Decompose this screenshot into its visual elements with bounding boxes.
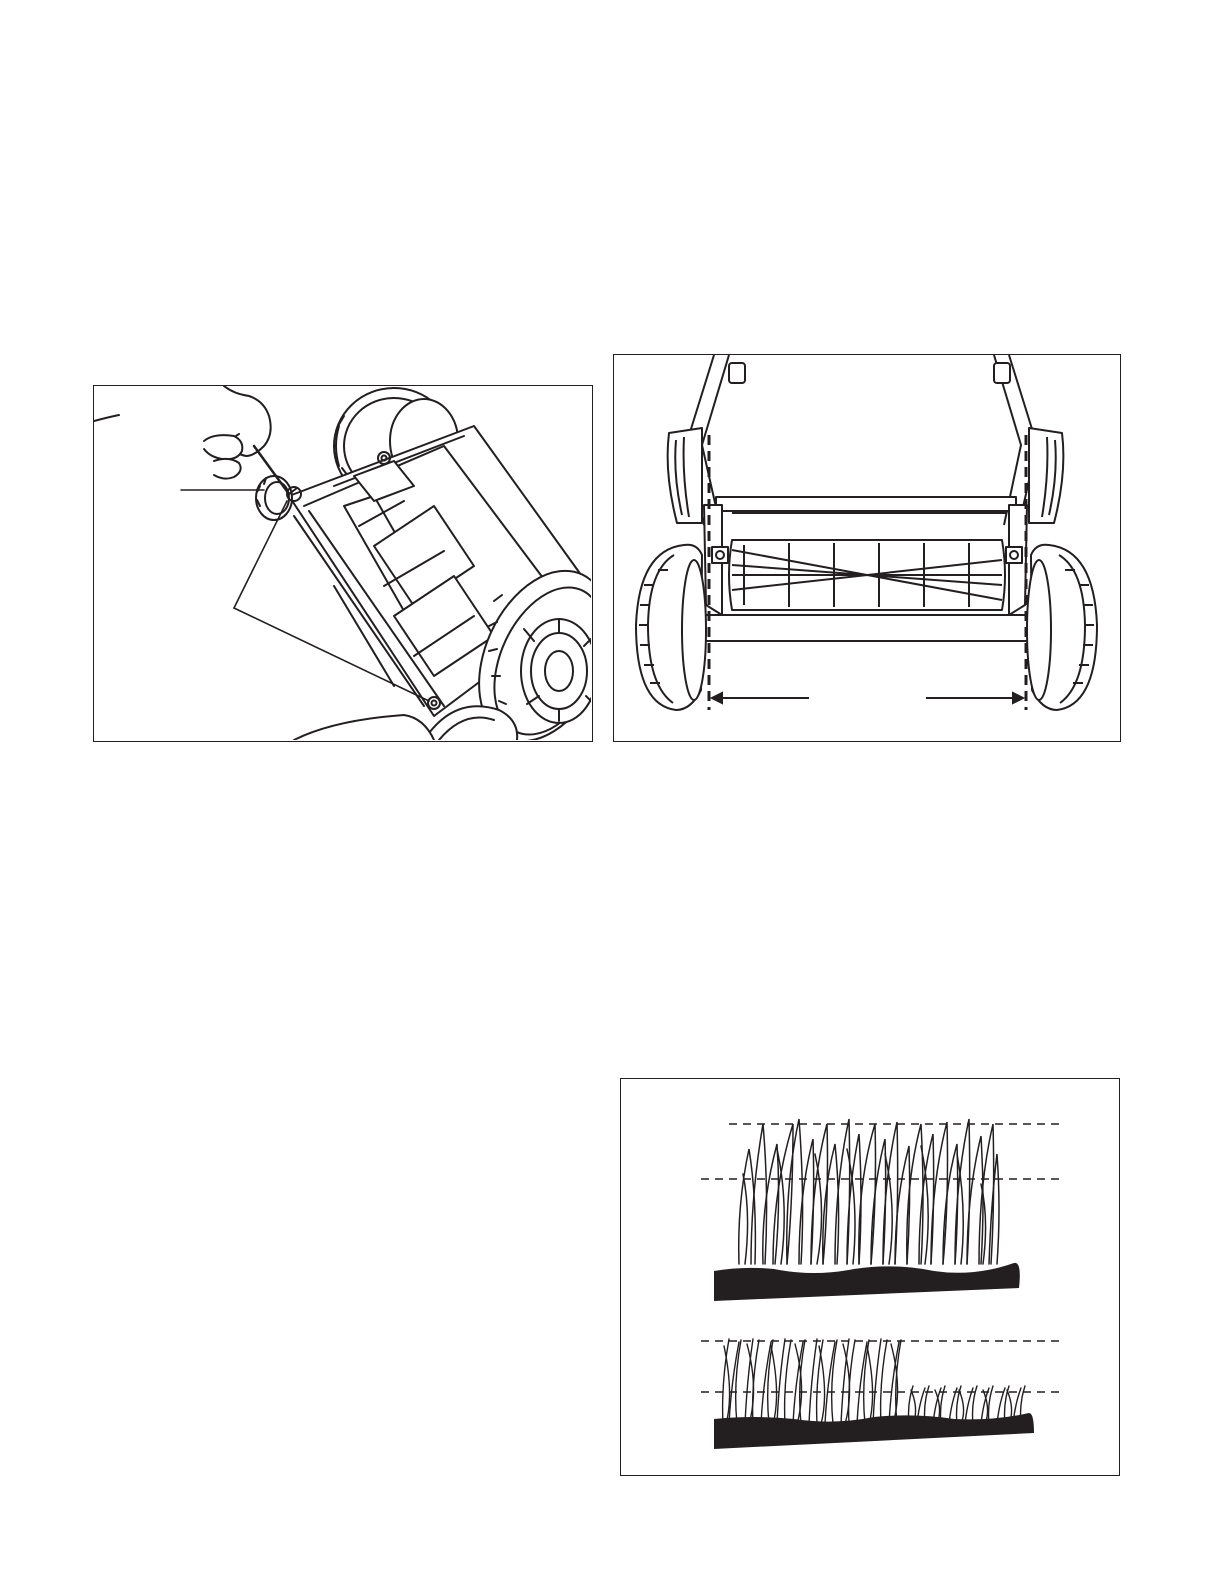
figure-reel-adjustment bbox=[93, 385, 593, 742]
reel-adjustment-illustration bbox=[94, 386, 591, 740]
bottom-wheel bbox=[424, 706, 517, 740]
reel-cylinder bbox=[729, 540, 1005, 610]
cutting-width-arrows bbox=[712, 693, 1023, 703]
short-grass-panel bbox=[701, 1339, 1059, 1449]
mower-front-illustration bbox=[614, 355, 1119, 740]
soil-bottom bbox=[714, 1413, 1034, 1449]
figure-grass-height bbox=[620, 1078, 1120, 1476]
soil-top bbox=[714, 1263, 1020, 1301]
figure-mower-front-view bbox=[613, 354, 1121, 742]
grass-height-illustration bbox=[621, 1079, 1118, 1474]
tall-grass-panel bbox=[701, 1119, 1059, 1301]
bearing-housing bbox=[256, 476, 301, 520]
